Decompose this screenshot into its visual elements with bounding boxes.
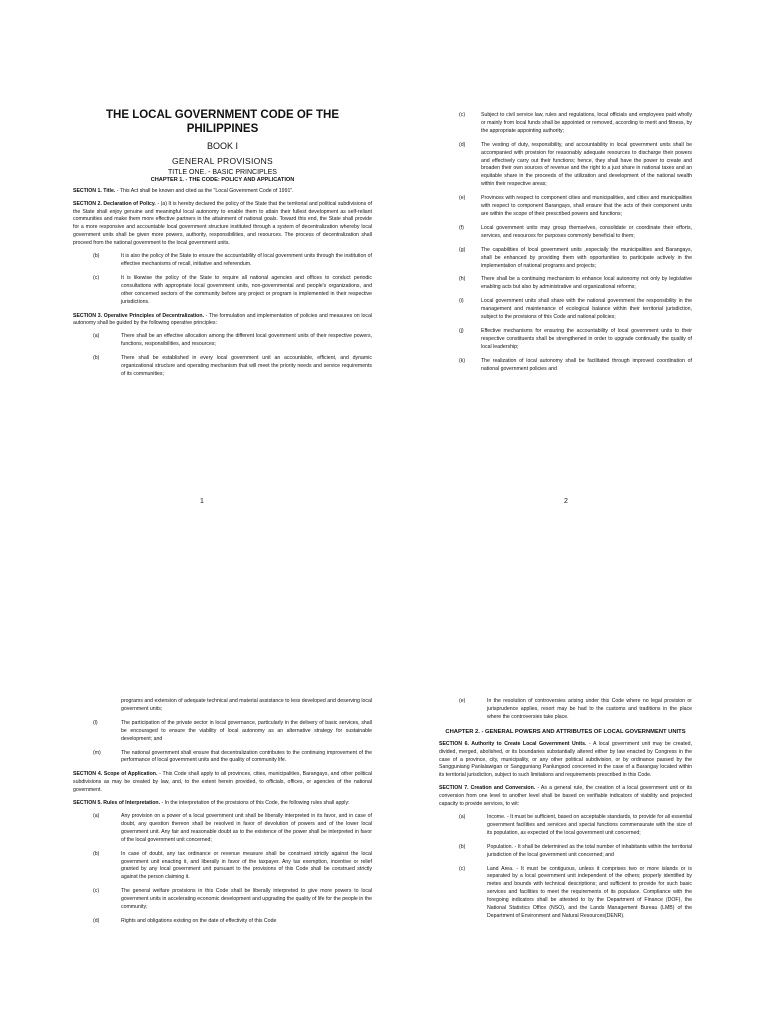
item-label: (l) bbox=[93, 719, 98, 726]
document-page-1 bbox=[0, 0, 384, 512]
item-label: (e) bbox=[459, 698, 466, 704]
section-1-heading: SECTION 1. Title. bbox=[73, 187, 116, 194]
item-text: In the resolution of controversies arising under this Code where no legal provision or jurisprudence applies, resort may be had to the customs and traditions in the place where the controversies take place. bbox=[487, 698, 692, 720]
section-4-text: - This Code shall apply to all provinces, cities, municipalities, Barangays, and other political subdivisions as may be created by law, and, to the extent herein provided, to officials, offices, or agencies of the national government. bbox=[73, 771, 372, 794]
item-text: Land Area. - It must be contiguous, unless it comprises two or more islands or is separated by a local government unit independent of the others; properly identified by metes and bounds with technical descriptions; and sufficient to provide for such basic services and facilities to meet the requirements of its populace. Compliance with the foregoing indicators shall be attested to by the Department of Finance (DOF), the National Statistics Office (NSO), and the Lands Management Bureau (LMB) of the Department of Environment and Natural Resources(DENR). bbox=[487, 865, 692, 919]
list-item bbox=[459, 142, 692, 189]
section-3-text: - The formulation and implementation of policies and measures on local autonomy shall be guided by the following operative principles: bbox=[73, 312, 372, 327]
page-number-1: 1 bbox=[200, 498, 204, 505]
item-text: There shall be established in every local government unit an accountable, efficient, and dynamic organizational structure and operating mechanism that will meet the priority needs and service requirements of its communities; bbox=[121, 355, 372, 377]
item-text: Subject to civil service law, rules and regulations, local officials and employees paid wholly or mainly from local funds shall be appointed or removed, according to merit and fitness, by the appropriate appointing authority; bbox=[481, 112, 692, 134]
chapter-1-heading: CHAPTER 1. - THE CODE: POLICY AND APPLICATION bbox=[150, 176, 295, 183]
list-item bbox=[73, 851, 372, 883]
item-text: The capabilities of local government units ,especially the municipalities and Barangays, shall be enhanced by providing them with opportunities to participate actively in the implementation of national programs and projects; bbox=[481, 246, 692, 269]
item-text: The realization of local autonomy shall be facilitated through improved coordination of national government policies and bbox=[481, 357, 692, 372]
item-text: In case of doubt, any tax ordinance or revenue measure shall be construed strictly against the local government unit enacting it, and liberally in favor of the taxpayer. Any tax exemption, incentive or relief granted by any local government unit pursuant to the provisions of this Code shall be construed strictly against the person claiming it. bbox=[121, 850, 372, 881]
list-item bbox=[73, 918, 372, 926]
list-item bbox=[459, 247, 692, 271]
section-2-item-c bbox=[73, 275, 372, 307]
section-7-text: - As a general rule, the creation of a local government unit or its conversion from one level to another level shall be based on verifiable indicators of viability and projected capacity to provide services, to wit: bbox=[439, 785, 693, 808]
item-text: Rights and obligations existing on the date of effectivity of this Code bbox=[121, 917, 277, 924]
item-text: It is likewise the policy of the State to require all national agencies and offices to conduct periodic consultations with appropriate local government units, non-governmental and people's organizations, and other concerned sectors of the community before any project or program is implemented in their respective jurisdictions. bbox=[121, 274, 372, 305]
item-label: (c) bbox=[459, 865, 466, 872]
item-text: The vesting of duty, responsibility, and accountability in local government units shall be accompanied with provision for reasonably adequate resources to discharge their powers and effectively carry out their functions; hence, they shall have the power to create and broaden their own sources of revenue and the right to a just share in national taxes and an equitable share in the proceeds of the utilization and development of the national wealth within their respective areas; bbox=[481, 141, 692, 188]
section-6 bbox=[439, 741, 692, 781]
list-item bbox=[73, 813, 372, 845]
item-label: (g) bbox=[459, 246, 466, 253]
chapter-2-heading: CHAPTER 2. - GENERAL POWERS AND ATTRIBUTES OF LOCAL GOVERNMENT UNITS bbox=[445, 728, 686, 735]
list-item bbox=[459, 195, 692, 219]
list-item bbox=[73, 888, 372, 912]
general-provisions-heading: GENERAL PROVISIONS bbox=[172, 155, 273, 166]
continued-text: programs and extension of adequate technical and material assistance to less developed and deserving local government units; bbox=[121, 698, 372, 712]
list-item bbox=[73, 750, 372, 766]
section-3-item-b bbox=[73, 355, 372, 379]
list-item bbox=[459, 298, 692, 322]
item-label: (m) bbox=[93, 749, 101, 756]
item-label: (b) bbox=[93, 355, 100, 362]
item-label: (c) bbox=[93, 274, 100, 281]
item-text: Population. - It shall be determined as the total number of inhabitants within the territorial jurisdiction of the local government unit concerned; and bbox=[487, 843, 692, 858]
section-7 bbox=[439, 785, 692, 809]
item-label: (h) bbox=[459, 276, 466, 283]
item-text: The national government shall ensure that decentralization contributes to the continuing improvement of the performance of local government units and the quality of community life. bbox=[121, 749, 372, 764]
item-text: Local government units may group themselves, consolidate or coordinate their efforts, services, and resources for purposes commonly beneficial to them; bbox=[481, 224, 692, 239]
list-item bbox=[459, 276, 692, 292]
section-5-heading: SECTION 5. Rules of Interpretation. bbox=[73, 800, 161, 807]
item-label: (a) bbox=[93, 812, 100, 819]
section-2-text: - (a) It is hereby declared the policy of the State that the territorial and political subdivisions of the State shall enjoy genuine and meaningful local autonomy to enable them to attain their fullest development as self-reliant communities and make them more effective partners in the attainment of national goals. Toward this end, the State shall provide for a more responsive and accountable local government structure instituted through a system of decentralization whereby local government units shall be given more powers, authority, responsibilities, and resources. The process of decentralization shall proceed from the national government to the local government units. bbox=[73, 200, 373, 247]
list-item bbox=[459, 358, 692, 374]
item-label: (d) bbox=[459, 141, 466, 148]
section-1 bbox=[73, 188, 372, 196]
section-5-text: - In the interpretation of the provisions of this Code, the following rules shall apply: bbox=[160, 800, 350, 807]
list-item bbox=[439, 698, 692, 722]
section-3-item-a bbox=[73, 333, 372, 349]
item-label: (a) bbox=[93, 333, 100, 340]
item-label: (j) bbox=[459, 327, 464, 334]
list-item bbox=[459, 112, 692, 136]
section-2-item-b bbox=[73, 253, 372, 269]
document-page-4 bbox=[384, 512, 768, 1024]
list-item bbox=[439, 814, 692, 838]
item-text: Effective mechanisms for ensuring the accountability of local government units to their respective constituents shall be strengthened in order to upgrade continually the quality of local leadership; bbox=[481, 327, 692, 350]
list-item bbox=[439, 844, 692, 860]
section-6-text: - A local government unit may be created, divided, merged, abolished, or its boundaries substantially altered either by law enacted by Congress in the case of a province, city, municipality, or any other political subdivision, or by ordinance passed by the Sangguniang Panlalawigan or Sangguniang Panlungsod concerned in the case of a Barangay located within its territorial jurisdiction, subject to such limitations and requirements prescribed in this Code. bbox=[439, 740, 693, 779]
item-text: The participation of the private sector in local governance, particularly in the delivery of basic services, shall be encouraged to ensure the viability of local autonomy as an alternative strategy for sustainable development; and bbox=[121, 719, 372, 742]
title-one-heading: TITLE ONE. - BASIC PRINCIPLES bbox=[168, 168, 277, 176]
document-page-2 bbox=[384, 0, 768, 512]
item-text: There shall be a continuing mechanism to enhance local autonomy not only by legislative enabling acts but also by administrative and organizational reforms; bbox=[481, 276, 692, 291]
item-text: The general welfare provisions in this Code shall be liberally interpreted to give more powers to local government units in accelerating economic development and upgrading the quality of life for the people in the community; bbox=[121, 888, 372, 911]
item-text: Local government units shall share with the national government the responsibility in the management and maintenance of ecological balance within their territorial jurisdiction, subject to the provisions of this Code and national policies; bbox=[481, 298, 692, 321]
item-label: (b) bbox=[459, 843, 466, 850]
section-7-heading: SECTION 7. Creation and Conversion. bbox=[439, 785, 536, 792]
list-item bbox=[459, 328, 692, 352]
section-3-heading: SECTION 3. Operative Principles of Decentralization. bbox=[73, 312, 204, 319]
item-label: (c) bbox=[459, 112, 466, 118]
item-text: Provinces with respect to component cities and municipalities, and cities and municipalities with respect to component Barangays, shall ensure that the acts of their component units are within the scope of their prescribed powers and functions; bbox=[481, 195, 692, 217]
item-text: Income. - It must be sufficient, based on acceptable standards, to provide for all essential government facilities and services and special functions commensurate with the size of its population, as expected of the local government unit concerned; bbox=[487, 813, 692, 836]
document-title: THE LOCAL GOVERNMENT CODE OF THE PHILIPPINES bbox=[106, 109, 339, 136]
section-5 bbox=[73, 800, 372, 808]
section-3 bbox=[73, 313, 372, 329]
section-1-text: - This Act shall be known and cited as the "Local Government Code of 1991". bbox=[115, 187, 294, 194]
section-2-heading: SECTION 2. Declaration of Policy. bbox=[73, 200, 156, 207]
item-label: (k) bbox=[459, 357, 466, 364]
item-label: (b) bbox=[93, 850, 100, 857]
book-heading: BOOK I bbox=[206, 140, 238, 151]
section-6-heading: SECTION 6. Authority to Create Local Government Units. bbox=[439, 740, 587, 747]
section-2 bbox=[73, 201, 372, 248]
item-label: (a) bbox=[459, 813, 466, 820]
item-text: Any provision on a power of a local government unit shall be liberally interpreted in its favor, and in case of doubt, any question thereon shall be resolved in favor of devolution of powers and of the lower local government unit. Any fair and reasonable doubt as to the existence of the power shall be interpreted in favor of the local government unit concerned; bbox=[121, 812, 372, 843]
item-text: There shall be an effective allocation among the different local government units of their respective powers, functions, responsibilities, and resources; bbox=[121, 333, 372, 348]
item-text: It is also the policy of the State to ensure the accountability of local government units through the institution of effective mechanisms of recall, initiative and referendum. bbox=[121, 253, 372, 267]
page-number-2: 2 bbox=[564, 498, 568, 505]
list-item bbox=[73, 720, 372, 744]
list-item bbox=[439, 866, 692, 921]
item-label: (d) bbox=[93, 917, 100, 924]
section-4 bbox=[73, 771, 372, 795]
document-page-3 bbox=[0, 512, 384, 1024]
section-4-heading: SECTION 4. Scope of Application. bbox=[73, 771, 158, 778]
item-label: (e) bbox=[459, 195, 466, 202]
item-label: (i) bbox=[459, 298, 464, 305]
item-label: (b) bbox=[93, 253, 100, 260]
list-item bbox=[459, 225, 692, 241]
item-label: (f) bbox=[459, 224, 464, 231]
item-label: (c) bbox=[93, 888, 100, 895]
